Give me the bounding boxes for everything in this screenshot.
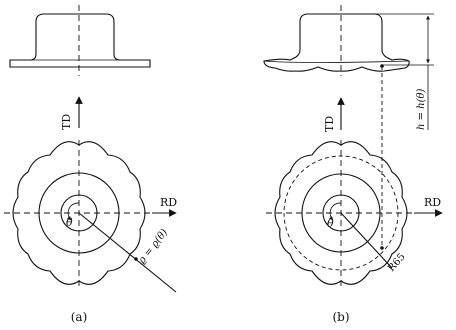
td-label-a: TD bbox=[60, 113, 73, 130]
td-label-b: TD bbox=[323, 115, 336, 132]
radius-line-a bbox=[79, 213, 176, 292]
projection-point-b bbox=[380, 64, 384, 68]
radius-label-a: ϱ = ϱ(θ) bbox=[136, 227, 171, 266]
rd-label-b: RD bbox=[424, 196, 442, 209]
radius-point-b bbox=[380, 246, 384, 250]
height-label-b: h = h(θ) bbox=[416, 88, 427, 130]
cup-profile-a bbox=[10, 14, 150, 67]
panel-a bbox=[4, 5, 177, 324]
theta-label-b: θ bbox=[327, 217, 334, 230]
cup-flange-top-b bbox=[264, 61, 409, 63]
theta-label-a: θ bbox=[66, 216, 73, 229]
radius-line-b bbox=[341, 213, 392, 268]
caption-b: (b) bbox=[332, 310, 350, 324]
radius-label-b: R65 bbox=[386, 251, 408, 275]
caption-a: (a) bbox=[70, 310, 88, 324]
rd-label-a: RD bbox=[160, 196, 178, 209]
panel-b bbox=[264, 5, 442, 324]
